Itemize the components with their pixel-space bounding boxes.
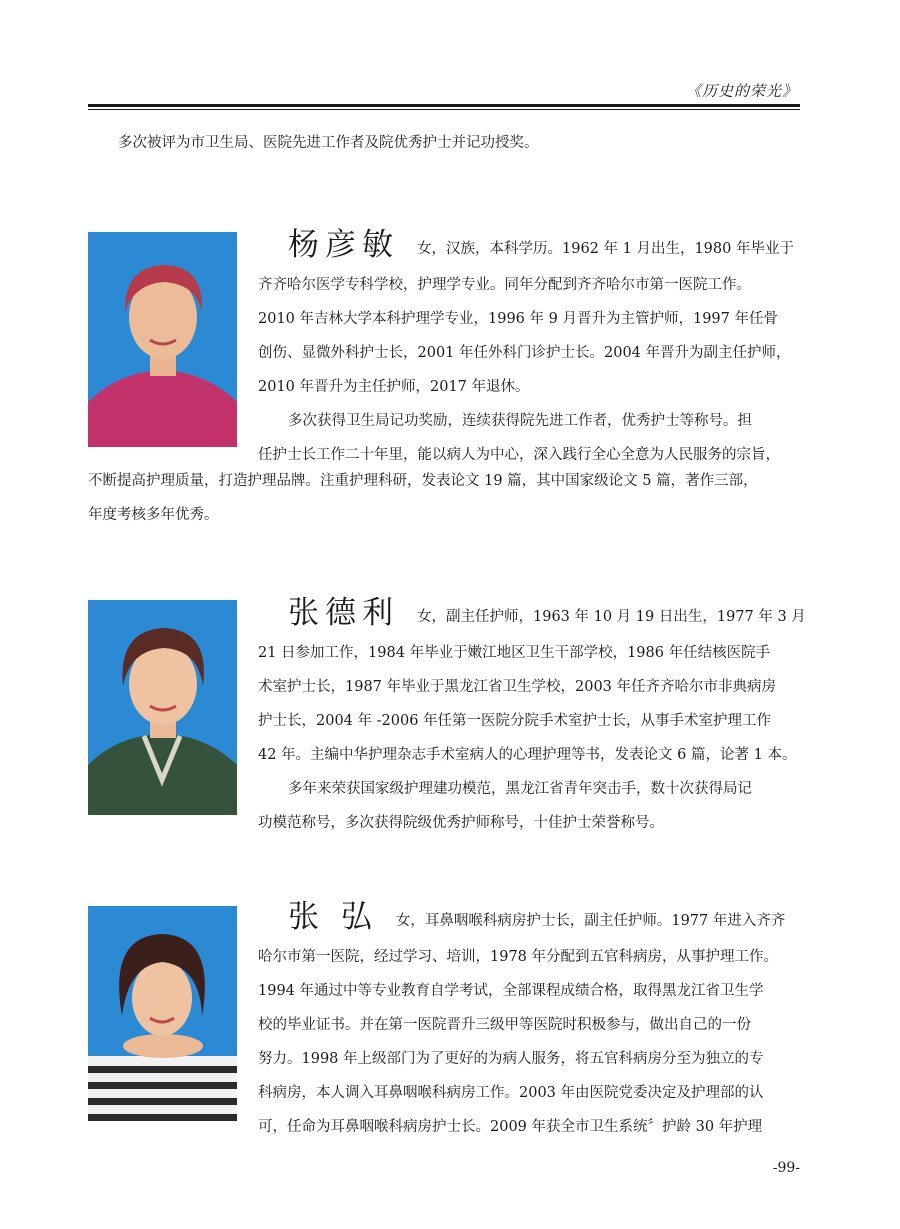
text-line: 2010 年吉林大学本科护理学专业，1996 年 9 月晋升为主管护师，1997 年任骨: [258, 311, 778, 327]
text-line: 2010 年晋升为主任护师，2017 年退休。: [258, 379, 530, 395]
person-name: 张德利: [288, 595, 399, 631]
text-line: 任护士长工作二十年里，能以病人为中心，深入践行全心全意为人民服务的宗旨，: [258, 447, 780, 463]
text-line: 女，副主任护师，1963 年 10 月 19 日出生，1977 年 3 月: [417, 609, 806, 625]
profile-yang-yanmin: [258, 226, 800, 472]
header-title: 《历史的荣光》: [685, 82, 798, 100]
text-line: 术室护士长，1987 年毕业于黑龙江省卫生学校，2003 年任齐齐哈尔市非典病房: [258, 679, 777, 695]
text-line: 功模范称号，多次获得院级优秀护师称号，十佳护士荣誉称号。: [258, 815, 664, 831]
text-line: 校的毕业证书。并在第一医院晋升三级甲等医院时积极参与，做出自己的一份: [258, 1017, 751, 1033]
text-line: 哈尔市第一医院，经过学习、培训，1978 年分配到五官科病房，从事护理工作。: [258, 949, 779, 965]
text-line: 年度考核多年优秀。: [88, 507, 219, 523]
header-rule-thin: [88, 109, 800, 110]
text-line: 创伤、显微外科护士长，2001 年任外科门诊护士长。2004 年晋升为副主任护师，: [258, 345, 791, 361]
person-name: 张 弘: [288, 899, 378, 935]
text-line: 多次获得卫生局记功奖励，连续获得院先进工作者，优秀护士等称号。担: [288, 413, 752, 429]
photo-zhang-hong: [88, 906, 237, 1121]
text-line: 科病房，本人调入耳鼻咽喉科病房工作。2003 年由医院党委决定及护理部的认: [258, 1085, 764, 1101]
text-line: 多年来荣获国家级护理建功模范，黑龙江省青年突击手，数十次获得局记: [288, 781, 752, 797]
header-rule-thick: [88, 104, 800, 107]
intro-paragraph: 多次被评为市卫生局、医院先进工作者及院优秀护士并记功授奖。: [118, 135, 539, 151]
profile-zhang-hong: [258, 898, 800, 1144]
page-number: -99-: [772, 1160, 800, 1176]
text-line: 齐齐哈尔医学专科学校，护理学专业。同年分配到齐齐哈尔市第一医院工作。: [258, 277, 751, 293]
person-name: 杨彦敏: [288, 227, 399, 263]
text-line: 努力。1998 年上级部门为了更好的为病人服务，将五官科病房分至为独立的专: [258, 1051, 764, 1067]
text-line: 21 日参加工作，1984 年毕业于嫩江地区卫生干部学校，1986 年任结核医院手: [258, 645, 771, 661]
text-line: 1994 年通过中等专业教育自学考试，全部课程成绩合格，取得黑龙江省卫生学: [258, 983, 764, 999]
text-line: 护士长，2004 年 -2006 年任第一医院分院手术室护士长，从事手术室护理工作: [258, 713, 772, 729]
text-line: 不断提高护理质量，打造护理品牌。注重护理科研，发表论文 19 篇，其中国家级论文 5 篇，著作三部，: [88, 473, 758, 489]
text-line: 可，任命为耳鼻咽喉科病房护士长。2009 年获全市卫生系统〞护龄 30 年护理: [258, 1119, 763, 1135]
text-line: 女，汉族，本科学历。1962 年 1 月出生，1980 年毕业于: [417, 241, 794, 257]
photo-zhang-deli: [88, 600, 237, 815]
photo-yang-yanmin: [88, 232, 237, 447]
text-line: 女，耳鼻咽喉科病房护士长，副主任护师。1977 年进入齐齐: [395, 913, 786, 929]
profile-zhang-deli: [258, 594, 806, 840]
text-line: 42 年。主编中华护理杂志手术室病人的心理护理等书，发表论文 6 篇，论著 1 本。: [258, 747, 797, 763]
